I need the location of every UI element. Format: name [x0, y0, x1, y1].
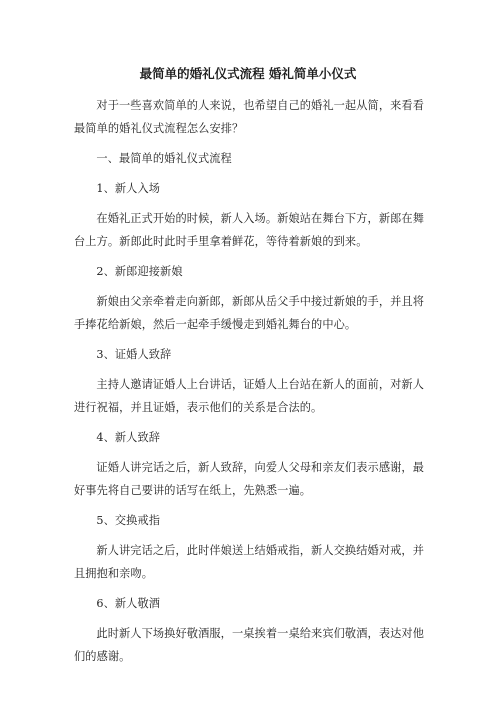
- section-heading: 一、最简单的婚礼仪式流程: [96, 152, 232, 165]
- step-paragraph: 证婚人讲完话之后，新人致辞，向爱人父母和亲友们表示感谢，最好事先将自己要讲的话写在纸上，先熟悉一遍。: [74, 461, 424, 497]
- step-heading: 5、交换戒指: [96, 514, 161, 527]
- step-heading: 3、证婚人致辞: [96, 348, 172, 361]
- step-paragraph: 在婚礼正式开始的时候，新人入场。新娘站在舞台下方，新郎在舞台上方。新郎此时此时手里拿着鲜花，等待着新娘的到来。: [74, 212, 424, 248]
- step-heading: 1、新人入场: [96, 182, 161, 195]
- step-heading: 2、新郎迎接新娘: [96, 265, 183, 278]
- step-paragraph: 主持人邀请证婚人上台讲话，证婚人上台站在新人的面前，对新人进行祝福，并且证婚，表示他们的关系是合法的。: [74, 378, 424, 414]
- document-body: [74, 94, 424, 668]
- step-paragraph: 新人讲完话之后，此时伴娘送上结婚戒指，新人交换结婚对戒，并且拥抱和亲吻。: [74, 544, 424, 580]
- step-paragraph: 新娘由父亲牵着走向新郎，新郎从岳父手中接过新娘的手，并且将手捧花给新娘，然后一起牵手缓慢走到婚礼舞台的中心。: [74, 295, 424, 331]
- step-paragraph: 此时新人下场换好敬酒服，一桌挨着一桌给来宾们敬酒，表达对他们的感谢。: [74, 627, 424, 663]
- step-heading: 4、新人致辞: [96, 431, 161, 444]
- step-heading: 6、新人敬酒: [96, 597, 161, 610]
- document-title: 最简单的婚礼仪式流程 婚礼简单小仪式: [139, 66, 357, 81]
- intro-paragraph: 对于一些喜欢简单的人来说，也希望自己的婚礼一起从简，来看看最简单的婚礼仪式流程怎么安排？: [74, 99, 424, 135]
